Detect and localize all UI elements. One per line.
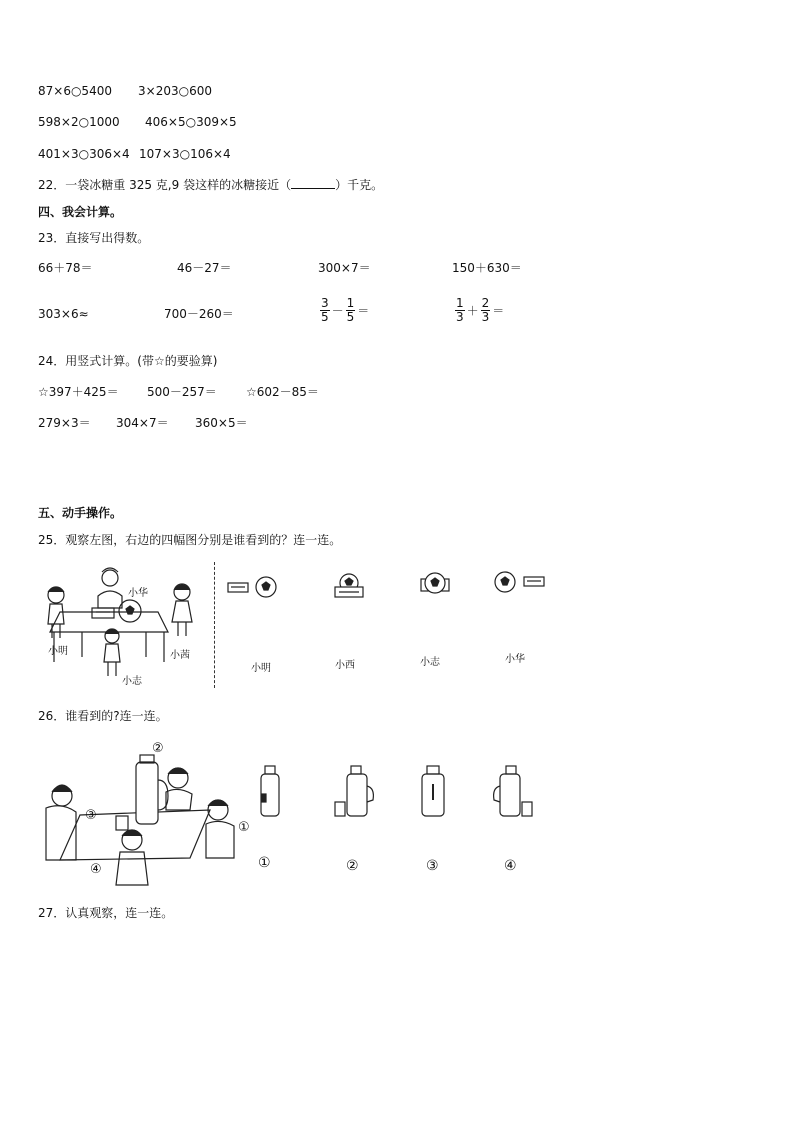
compare-2a: 598×2○1000 [38, 115, 120, 129]
thermos-view-1[interactable] [256, 764, 286, 820]
compare-1a: 87×6○5400 [38, 84, 112, 98]
fraction-denominator: 5 [346, 310, 355, 324]
view-choice-4[interactable] [492, 569, 548, 595]
calc-23-2: 46－27＝ [177, 261, 232, 275]
question-27-title: 27．认真观察，连一连。 [38, 906, 174, 920]
view-choice-3[interactable] [417, 569, 453, 599]
view-choice-1[interactable] [226, 575, 282, 601]
position-marker-4: ④ [90, 862, 102, 877]
fraction-expression-2 [453, 297, 504, 324]
section-4-heading: 四、我会计算。 [38, 205, 123, 219]
choice-label-4: 小华 [505, 654, 525, 665]
fraction-expression-1 [318, 297, 369, 324]
position-marker-3: ③ [85, 808, 97, 823]
thermos-view-4[interactable] [488, 764, 534, 820]
choice-marker-2: ② [346, 858, 359, 874]
choice-label-1: 小明 [251, 663, 271, 674]
fraction-denominator: 5 [321, 310, 329, 324]
thermos-scene-illustration [40, 740, 240, 885]
q22-text-before: 22．一袋冰糖重 325 克,9 袋这样的冰糖接近（ [38, 178, 292, 192]
fraction-numerator: 3 [321, 296, 329, 310]
q22-text-after: ）千克。 [335, 178, 384, 192]
fraction-numerator: 1 [456, 296, 464, 310]
label-top-person: 小华 [128, 588, 148, 599]
thermos-view-2[interactable] [333, 764, 379, 820]
choice-marker-3: ③ [426, 858, 439, 874]
question-26-title: 26．谁看到的?连一连。 [38, 709, 168, 723]
compare-1b: 3×203○600 [138, 84, 212, 98]
position-marker-1: ① [238, 820, 250, 835]
dashed-divider [214, 562, 215, 688]
compare-3a: 401×3○306×4 [38, 147, 130, 161]
choice-label-3: 小志 [420, 657, 440, 668]
label-bottom-person: 小志 [122, 676, 142, 687]
fraction-denominator: 3 [456, 310, 464, 324]
question-23-title: 23．直接写出得数。 [38, 231, 150, 245]
calc-24-1: ☆397＋425＝ [38, 385, 119, 399]
calc-23-3: 300×7＝ [318, 261, 371, 275]
fraction-denominator: 3 [481, 310, 490, 324]
equals: ＝ [357, 304, 370, 318]
calc-23-6: 700－260＝ [164, 307, 234, 321]
choice-marker-4: ④ [504, 858, 517, 874]
label-right-person: 小茜 [170, 650, 190, 661]
calc-23-1: 66＋78＝ [38, 261, 93, 275]
fraction-numerator: 1 [346, 296, 355, 310]
equals: ＝ [492, 304, 505, 318]
choice-label-2: 小西 [335, 660, 355, 671]
operator: － [331, 304, 344, 318]
section-5-heading: 五、动手操作。 [38, 506, 123, 520]
calc-24-6: 360×5＝ [195, 416, 248, 430]
calc-24-2: 500－257＝ [147, 385, 217, 399]
thermos-view-3[interactable] [418, 764, 448, 820]
answer-blank[interactable] [291, 178, 335, 189]
question-25-title: 25．观察左图，右边的四幅图分别是谁看到的？连一连。 [38, 533, 342, 547]
position-marker-2: ② [152, 741, 164, 756]
calc-24-5: 304×7＝ [116, 416, 169, 430]
operator: ＋ [466, 304, 479, 318]
calc-23-5: 303×6≈ [38, 307, 89, 321]
compare-2b: 406×5○309×5 [145, 115, 237, 129]
view-choice-2[interactable] [331, 571, 367, 601]
calc-24-4: 279×3＝ [38, 416, 91, 430]
label-left-person: 小明 [48, 646, 68, 657]
question-24-title: 24．用竖式计算。(带☆的要验算) [38, 354, 218, 368]
calc-24-3: ☆602－85＝ [246, 385, 319, 399]
calc-23-4: 150＋630＝ [452, 261, 522, 275]
question-22 [38, 178, 383, 192]
choice-marker-1: ① [258, 855, 271, 871]
compare-3b: 107×3○106×4 [139, 147, 231, 161]
fraction-numerator: 2 [481, 296, 490, 310]
